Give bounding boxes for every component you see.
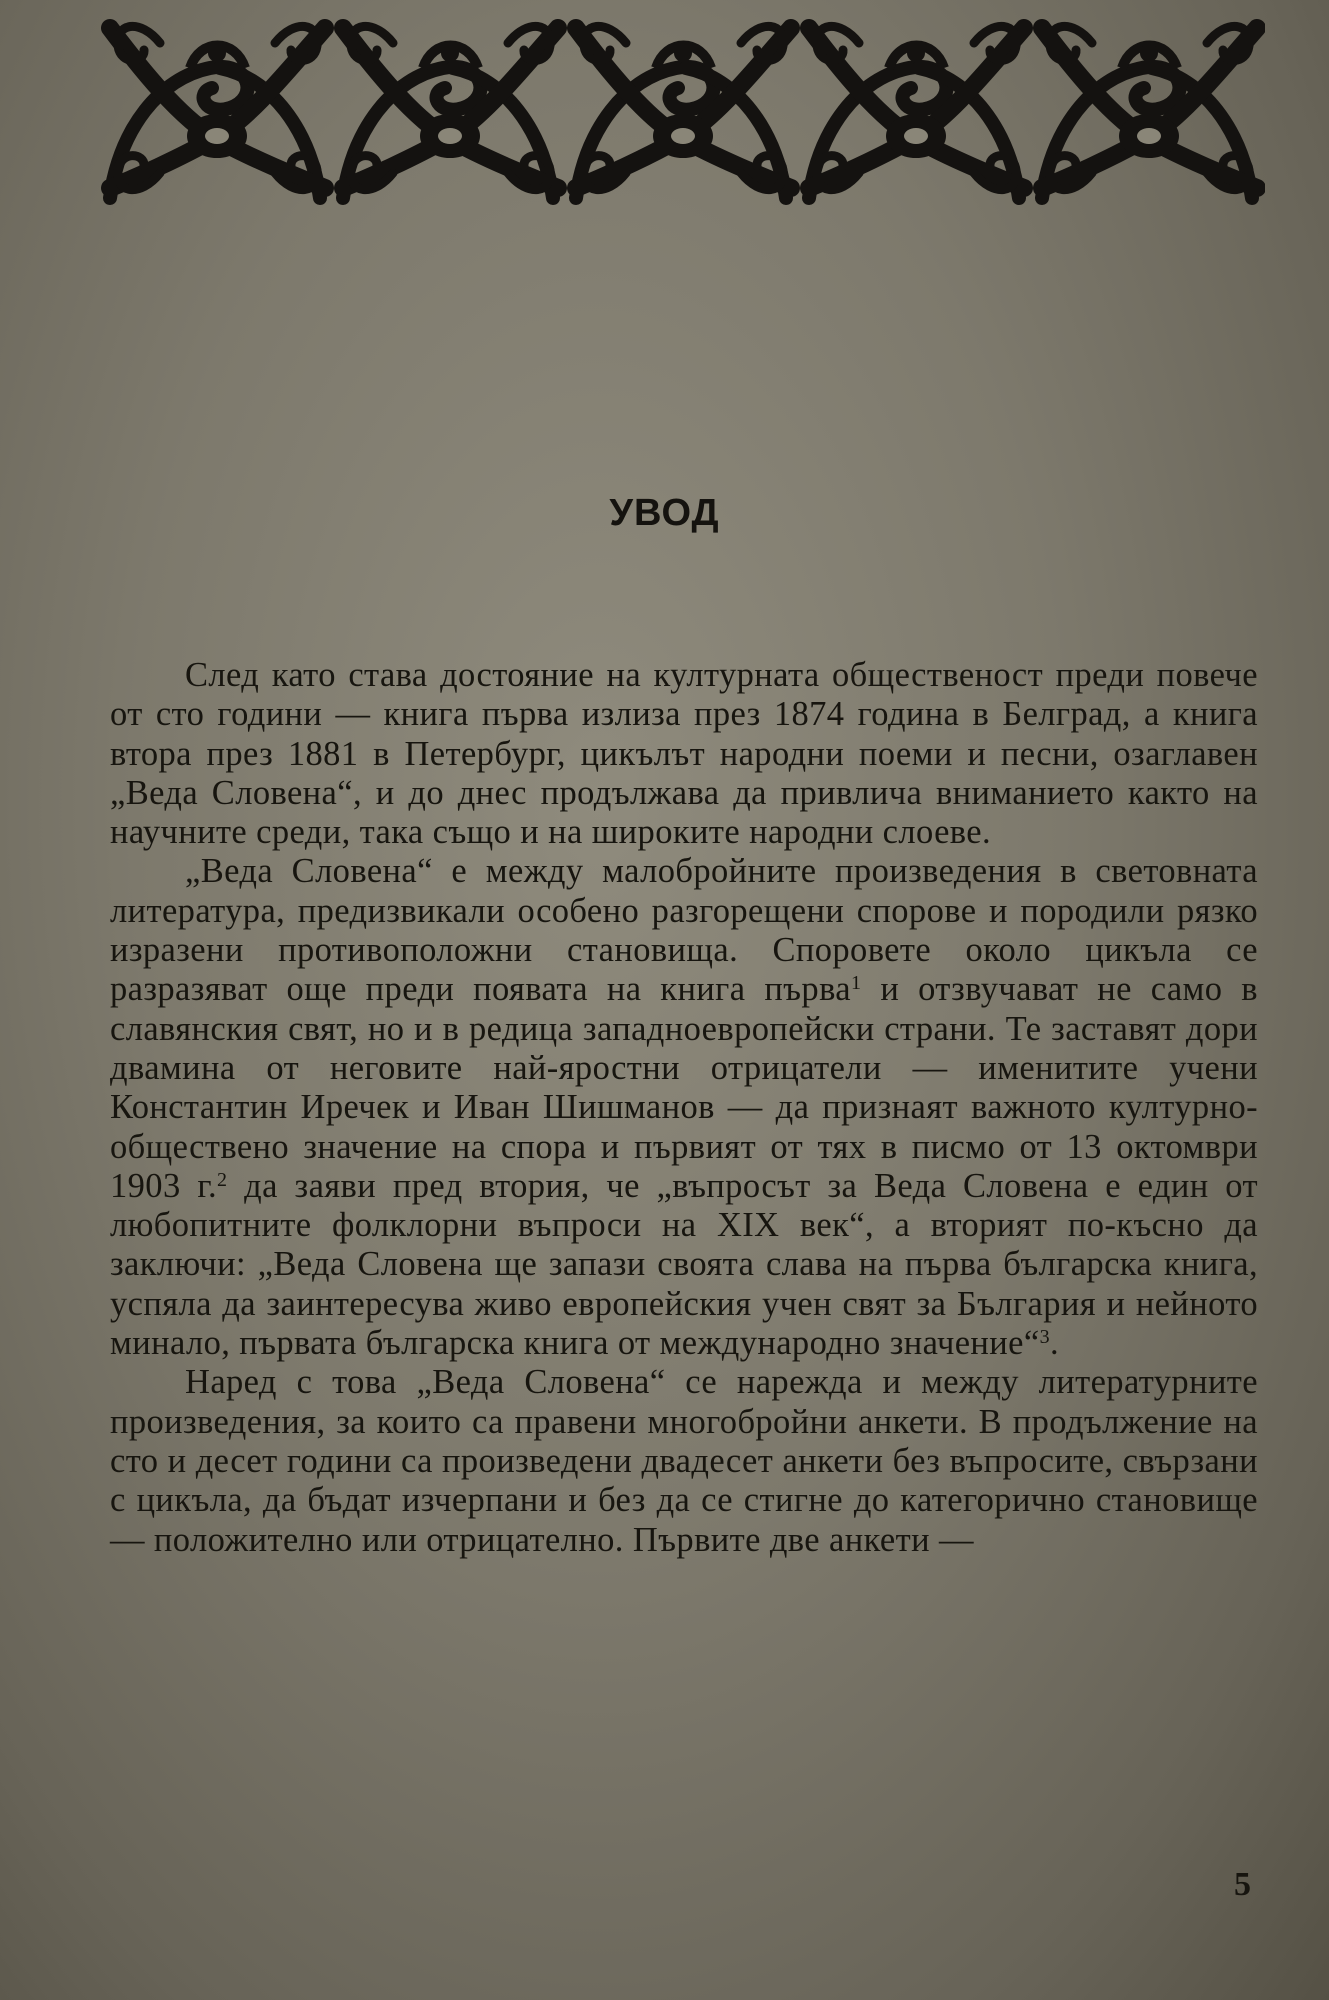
footnote-marker: 3 xyxy=(1039,1326,1050,1349)
footnote-marker: 2 xyxy=(217,1168,228,1191)
paragraph-text: . xyxy=(1049,1324,1059,1363)
body-paragraph xyxy=(110,852,1258,1363)
page-number: 5 xyxy=(1234,1866,1251,1903)
body-text xyxy=(110,656,1258,1560)
floral-scroll-ornament-band xyxy=(100,8,1265,213)
chapter-title: УВОД xyxy=(609,492,720,534)
paragraph-text: и отзвучават не само в славянския свят, но и в редица западноевропейски страни. Те заставят дори двамина от неговите най-яростни отрицатели — именитите учени Константин Иречек и Иван Шишманов — да признаят важното културно-обществено значение на спора и първият от тях в писмо от 13 октомври 1903 г. xyxy=(110,970,1258,1205)
paragraph-text: Наред с това „Веда Словена“ се нарежда и между литературните произведения, за които са правени многобройни анкети. В продължение на сто и десет години са произведени двадесет анкети без въпросите, свързани с цикъла, да бъдат изчерпани и без да се стигне до категорично становище — положително или отрицателно. Първите две анкети — xyxy=(110,1363,1258,1559)
paragraph-text: да заяви пред втория, че „въпросът за Веда Словена е един от любопитните фолклорни въпроси на XIX век“, а вторият по-късно да заключи: „Веда Словена ще запази своята слава на първа българска книга, успяла да заинтересува живо европейския учен свят за България и нейното минало, първата българска книга от международно значение“ xyxy=(110,1166,1258,1363)
body-paragraph xyxy=(110,656,1258,852)
paragraph-text: „Веда Словена“ е между малобройните произведения в световната литература, предизвикали особено разгорещени спорове и породили рязко изразени противоположни становища. Споровете около цикъла се разразяват още преди появата на книга първа xyxy=(110,852,1258,1009)
footnote-marker: 1 xyxy=(851,972,862,995)
paragraph-text: След като става достояние на културната общественост преди повече от сто години — книга първа излиза през 1874 година в Белград, а книга втора през 1881 в Петербург, цикълът народни поеми и песни, озаглавен „Веда Словена“, и до днес продължава да привлича вниманието както на научните среди, така също и на широките народни слоеве. xyxy=(110,656,1258,852)
body-paragraph xyxy=(110,1363,1258,1559)
